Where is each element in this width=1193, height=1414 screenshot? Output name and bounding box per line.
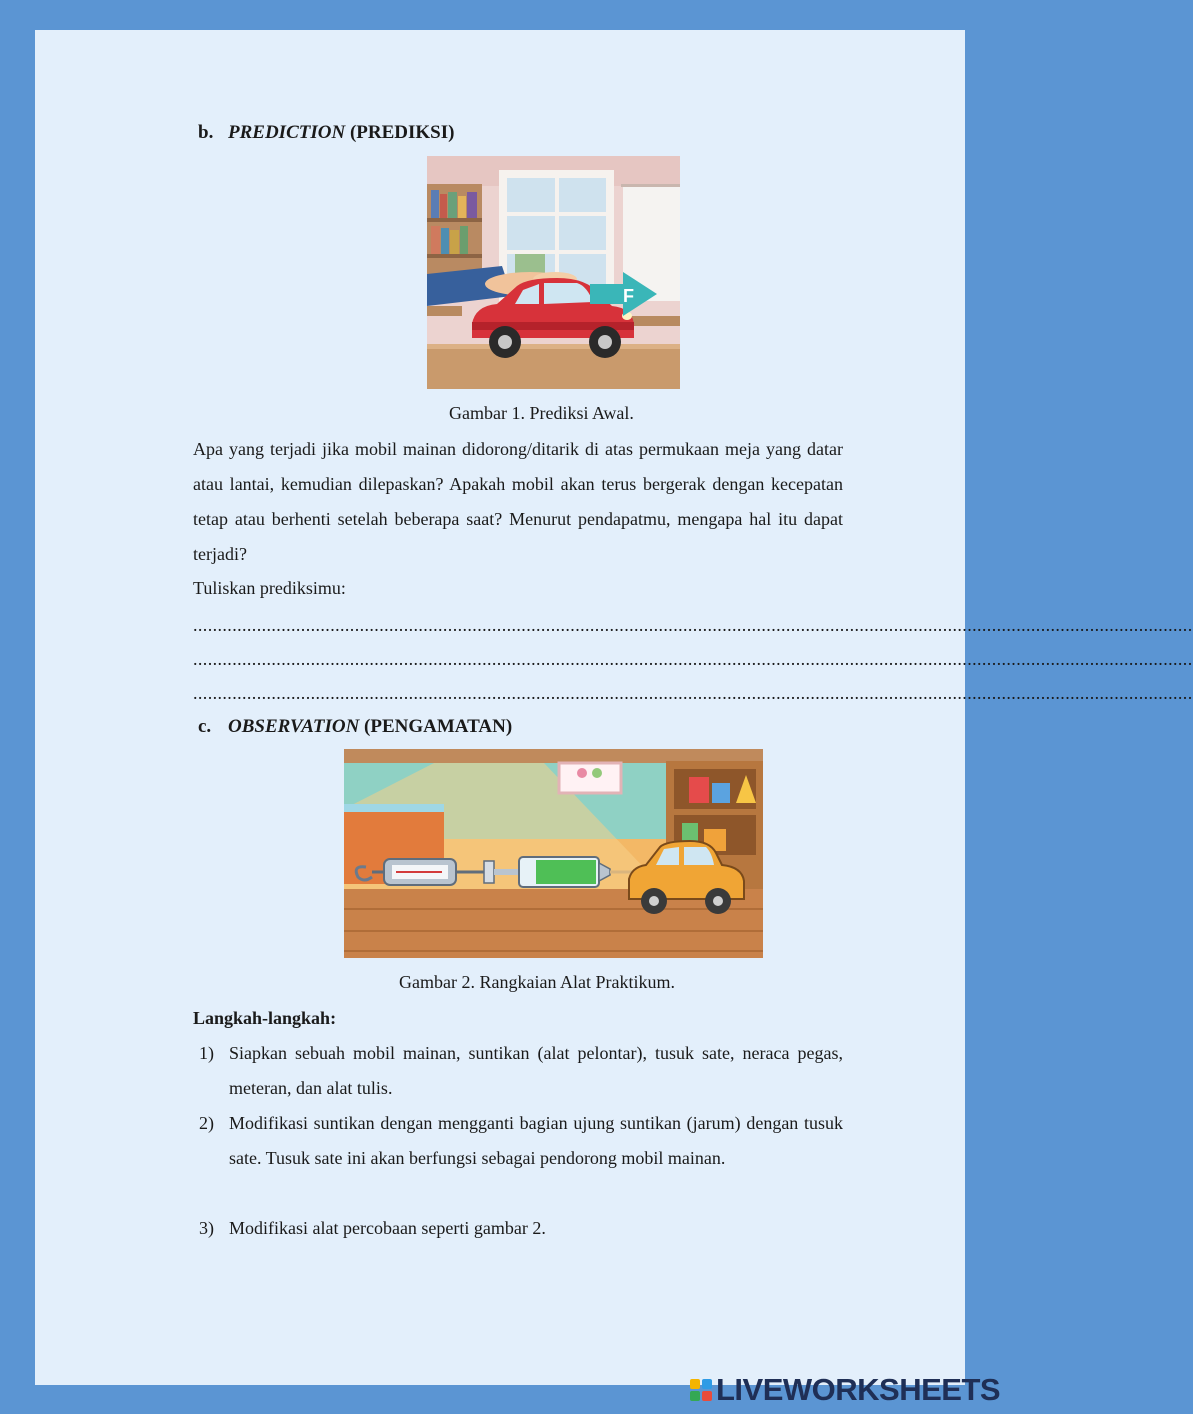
figure-2-caption: Gambar 2. Rangkaian Alat Praktikum. bbox=[399, 972, 675, 992]
step-item bbox=[193, 1211, 843, 1246]
section-c-title-rest: (PENGAMATAN) bbox=[359, 716, 513, 737]
experiment-setup-illustration bbox=[344, 749, 763, 958]
section-b-letter: b. bbox=[198, 122, 214, 143]
prediction-question: Apa yang terjadi jika mobil mainan didorong/ditarik di atas permukaan meja yang datar atau lantai, kemudian dilepaskan? Apakah mobil akan terus bergerak dengan kecepatan tetap atau berhenti setelah beberapa saat? Menurut pendapatmu, mengapa hal itu dapat terjadi? bbox=[193, 439, 843, 564]
step-number: 2) bbox=[199, 1113, 214, 1133]
step-text: Modifikasi suntikan dengan mengganti bagian ujung suntikan (jarum) dengan tusuk sate. Tusuk sate ini akan berfungsi sebagai pendorong mobil mainan. bbox=[229, 1113, 843, 1168]
section-c-title-italic: OBSERVATION bbox=[228, 716, 360, 737]
step-text: Siapkan sebuah mobil mainan, suntikan (alat pelontar), tusuk sate, neraca pegas, meteran, dan alat tulis. bbox=[229, 1043, 843, 1098]
write-prediction-prompt: Tuliskan prediksimu: bbox=[193, 578, 346, 598]
toy-car-push-illustration bbox=[427, 156, 680, 389]
step-number: 3) bbox=[199, 1218, 214, 1238]
answer-line[interactable]: ............................................................................................................................................................................................................ bbox=[193, 683, 1193, 703]
section-c-letter: c. bbox=[198, 716, 212, 737]
step-item bbox=[193, 1106, 843, 1211]
figure-2-image bbox=[344, 749, 763, 958]
section-b-title-rest: (PREDIKSI) bbox=[345, 122, 455, 143]
brand-logo-icon bbox=[690, 1379, 712, 1401]
step-text: Modifikasi alat percobaan seperti gambar 2. bbox=[229, 1218, 546, 1238]
step-number: 1) bbox=[199, 1043, 214, 1063]
section-b-title-italic: PREDICTION bbox=[228, 122, 346, 143]
figure-1-image bbox=[427, 156, 680, 389]
step-item bbox=[193, 1036, 843, 1106]
answer-line[interactable]: ............................................................................................................................................................................................................ bbox=[193, 615, 1193, 635]
steps-title: Langkah-langkah: bbox=[193, 1008, 337, 1028]
liveworksheets-logo bbox=[690, 1372, 1000, 1408]
figure-1-caption: Gambar 1. Prediksi Awal. bbox=[449, 403, 634, 423]
answer-line[interactable]: ............................................................................................................................................................................................................ bbox=[193, 649, 1193, 669]
brand-name: LIVEWORKSHEETS bbox=[716, 1372, 1001, 1407]
force-label: F bbox=[623, 286, 634, 306]
